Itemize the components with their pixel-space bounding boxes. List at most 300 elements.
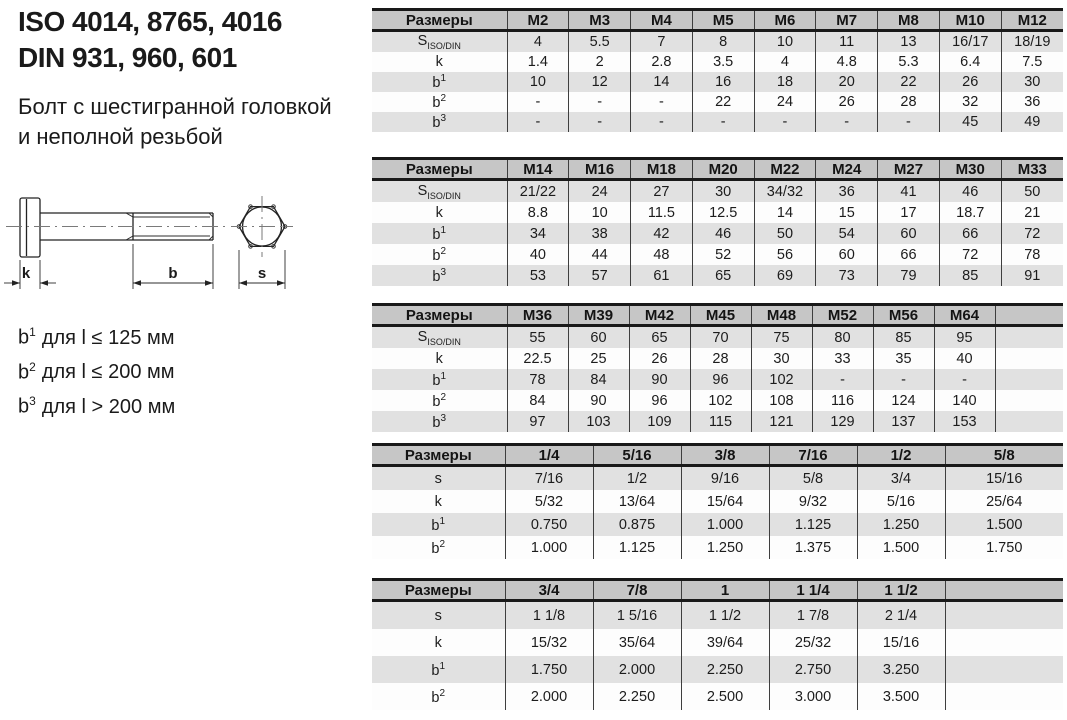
dimension-cell: 13/64 [593,490,681,513]
size-column-header: M18 [631,159,693,180]
thread-length-notes [18,318,175,422]
note-b3 [18,387,175,422]
dimension-cell: 9/16 [681,466,769,491]
dimension-cell: 1 1/8 [505,601,593,630]
dimension-cell [945,683,1063,710]
table-row [372,265,1063,286]
dimension-cell: 1 5/16 [593,601,681,630]
dimension-cell: - [934,369,995,390]
dimension-cell: 1.000 [681,513,769,536]
dimension-cell: 96 [690,369,751,390]
size-column-header: M16 [569,159,631,180]
dimension-cell: - [631,92,693,112]
dimension-cell: 60 [878,223,940,244]
dimension-cell: 18.7 [939,202,1001,223]
table-row [372,112,1063,132]
dimension-cell: 79 [878,265,940,286]
size-column-header: M7 [816,10,878,31]
dimension-cell: 4 [507,31,569,53]
dimension-cell: 1.250 [681,536,769,559]
dimension-cell: 24 [754,92,816,112]
dimension-cell: 0.875 [593,513,681,536]
dimension-cell: 103 [568,411,629,432]
dimension-cell: 108 [751,390,812,411]
table-row [372,513,1063,536]
dimension-cell: - [816,112,878,132]
dimension-cell: 12.5 [692,202,754,223]
row-label: $b^1$ [372,656,505,683]
dimension-cell: 40 [934,348,995,369]
dimension-cell: 2.8 [631,52,693,72]
size-column-header: M6 [754,10,816,31]
size-column-header [945,580,1063,601]
dimension-cell: 32 [939,92,1001,112]
dimension-cell: 8.8 [507,202,569,223]
dimension-cell: 56 [754,244,816,265]
table-row [372,490,1063,513]
size-column-header: 1 [681,580,769,601]
dimension-cell: 10 [754,31,816,53]
dimension-cell: - [569,112,631,132]
product-description-line2: и неполной резьбой [18,124,223,149]
dimension-cell: 1.500 [945,513,1063,536]
dimension-cell: 60 [816,244,878,265]
dimension-cell: - [507,92,569,112]
size-column-header: M52 [812,305,873,326]
note-b2-text: для l ≤ 200 мм [41,361,175,384]
dimension-cell [945,629,1063,656]
dimension-table-metric-m36-m64 [372,303,1063,432]
dimension-cell: 66 [939,223,1001,244]
dimension-b-label: b [168,265,178,282]
dimension-cell: 39/64 [681,629,769,656]
dimension-cell: 1.250 [857,513,945,536]
dimension-cell: 36 [816,180,878,203]
dimension-cell: 97 [507,411,568,432]
size-column-header: 5/8 [945,445,1063,466]
table-header-row [372,159,1063,180]
row-label: $b^1$ [372,369,507,390]
note-b1-symbol: b [18,326,30,349]
note-b1-sup: 1 [29,325,36,339]
table-row [372,536,1063,559]
row-label: $b^3$ [372,411,507,432]
dimension-cell: 15/32 [505,629,593,656]
dimension-cell: 0.750 [505,513,593,536]
size-column-header: M42 [629,305,690,326]
dimension-cell: 70 [690,326,751,349]
table-header-row [372,305,1063,326]
dimension-cell: 9/32 [769,490,857,513]
dimension-cell: 90 [568,390,629,411]
row-label: $b^1$ [372,72,507,92]
row-label: k [372,629,505,656]
row-label: $S_{ISO/DIN}$ [372,180,507,203]
dimension-cell: 72 [939,244,1001,265]
dimension-cell: 10 [507,72,569,92]
product-description-line1: Болт с шестигранной головкой [18,94,332,119]
dimension-cell: 16 [692,72,754,92]
row-label: $b^2$ [372,92,507,112]
dimension-cell: 1.125 [593,536,681,559]
note-b1-text: для l ≤ 125 мм [41,326,175,349]
size-column-header: 1 1/2 [857,580,945,601]
dimension-cell: 1.125 [769,513,857,536]
dimension-cell: 40 [507,244,569,265]
dimension-cell: 85 [939,265,1001,286]
dimension-cell: 46 [692,223,754,244]
size-column-header: M14 [507,159,569,180]
dimension-cell: 3.250 [857,656,945,683]
dimension-cell: 11.5 [631,202,693,223]
note-b1 [18,318,175,353]
dimension-cell: 28 [690,348,751,369]
table-header-row [372,580,1063,601]
dimension-cell: 75 [751,326,812,349]
dimension-cell: 25/64 [945,490,1063,513]
dimension-table-metric-m14-m33 [372,157,1063,286]
table-row [372,411,1063,432]
table-row [372,180,1063,203]
dimension-cell: 5/8 [769,466,857,491]
row-label: k [372,490,505,513]
dimension-cell: - [507,112,569,132]
dimension-cell: 30 [692,180,754,203]
size-column-header: M39 [568,305,629,326]
row-label: $b^2$ [372,683,505,710]
dimension-cell: 2.250 [593,683,681,710]
dimension-cell: 7 [631,31,693,53]
size-column-header: 1/4 [505,445,593,466]
dimension-cell: 52 [692,244,754,265]
dimension-cell: 8 [692,31,754,53]
dimension-cell: 20 [816,72,878,92]
table-row [372,629,1063,656]
size-column-header: M10 [939,10,1001,31]
dimension-cell: 12 [569,72,631,92]
row-label: k [372,348,507,369]
dimension-cell: 14 [631,72,693,92]
sizes-header-cell: Размеры [372,159,507,180]
dimension-table-metric-m2-m12 [372,8,1063,132]
dimension-cell: 10 [569,202,631,223]
dimension-cell: 53 [507,265,569,286]
size-column-header: M3 [569,10,631,31]
table-row [372,369,1063,390]
dimension-cell: 137 [873,411,934,432]
dimension-cell [995,369,1063,390]
size-column-header: M36 [507,305,568,326]
dimension-cell: 41 [878,180,940,203]
dimension-cell [945,601,1063,630]
dimension-cell: 4.8 [816,52,878,72]
dimension-cell: 44 [569,244,631,265]
dimension-cell: 2 [569,52,631,72]
row-label: $b^3$ [372,265,507,286]
dimension-cell: - [631,112,693,132]
size-column-header: M48 [751,305,812,326]
note-b2-symbol: b [18,361,30,384]
dimension-cell: 5.5 [569,31,631,53]
dimension-cell: 35/64 [593,629,681,656]
size-column-header: M22 [754,159,816,180]
product-description [18,92,332,152]
table-row [372,202,1063,223]
dimension-cell: 2 1/4 [857,601,945,630]
size-column-header: 5/16 [593,445,681,466]
note-b3-symbol: b [18,395,30,418]
size-column-header: M33 [1001,159,1063,180]
dimension-cell: 96 [629,390,690,411]
row-label: $S_{ISO/DIN}$ [372,31,507,53]
table-row [372,31,1063,53]
row-label: s [372,601,505,630]
sizes-header-cell: Размеры [372,580,505,601]
dimension-cell: 5/32 [505,490,593,513]
dimension-cell [945,656,1063,683]
size-column-header: M30 [939,159,1001,180]
dimension-cell: 69 [754,265,816,286]
dimension-cell: 15/16 [945,466,1063,491]
size-column-header: M5 [692,10,754,31]
dimension-cell: 1 7/8 [769,601,857,630]
dimension-cell: 109 [629,411,690,432]
size-column-header: 3/4 [505,580,593,601]
dimension-k [4,260,56,289]
dimension-cell: 1.750 [945,536,1063,559]
row-label: s [372,466,505,491]
table-row [372,72,1063,92]
dimension-cell: 49 [1001,112,1063,132]
dimension-cell: 24 [569,180,631,203]
dimension-cell: 38 [569,223,631,244]
dimension-cell: 34/32 [754,180,816,203]
size-column-header: M64 [934,305,995,326]
dimension-cell: 102 [751,369,812,390]
dimension-cell: 7/16 [505,466,593,491]
dimension-cell: 95 [934,326,995,349]
dimension-cell: 50 [754,223,816,244]
sizes-header-cell: Размеры [372,10,507,31]
dimension-cell: - [569,92,631,112]
size-column-header: M20 [692,159,754,180]
size-column-header: 1/2 [857,445,945,466]
dimension-cell: - [873,369,934,390]
dimension-cell: 27 [631,180,693,203]
size-column-header: M2 [507,10,569,31]
dimension-cell [995,390,1063,411]
dimension-cell: 30 [1001,72,1063,92]
row-label: $b^2$ [372,390,507,411]
dimension-cell: 72 [1001,223,1063,244]
dimension-cell: 54 [816,223,878,244]
dimension-cell: 115 [690,411,751,432]
dimension-cell: 35 [873,348,934,369]
dimension-cell: 121 [751,411,812,432]
iso-standards-title: ISO 4014, 8765, 4016 [18,6,282,37]
dimension-cell: 2.500 [681,683,769,710]
table-row [372,348,1063,369]
dimension-cell: 57 [569,265,631,286]
dimension-cell: 1.500 [857,536,945,559]
dimension-cell: 11 [816,31,878,53]
dimension-cell: 5/16 [857,490,945,513]
sizes-header-cell: Размеры [372,305,507,326]
row-label: $b^1$ [372,513,505,536]
dimension-cell: 65 [629,326,690,349]
dimension-cell: - [812,369,873,390]
dimension-cell: 16/17 [939,31,1001,53]
dimension-cell [995,326,1063,349]
dimension-table-inch-small [372,443,1063,559]
table-row [372,656,1063,683]
size-column-header: M24 [816,159,878,180]
dimension-cell: 6.4 [939,52,1001,72]
dimension-cell: 45 [939,112,1001,132]
dimension-cell: 84 [507,390,568,411]
note-b3-sup: 3 [29,394,36,409]
size-column-header: 1 1/4 [769,580,857,601]
row-label: $b^2$ [372,536,505,559]
note-b3-text: для l > 200 мм [41,395,176,418]
table-row [372,223,1063,244]
dimension-cell: 28 [878,92,940,112]
dimension-cell: 17 [878,202,940,223]
dimension-cell: 55 [507,326,568,349]
dimension-cell: 46 [939,180,1001,203]
note-b2 [18,353,175,388]
dimension-cell: 30 [751,348,812,369]
dimension-cell: 66 [878,244,940,265]
dimension-cell: 2.000 [593,656,681,683]
size-column-header: M12 [1001,10,1063,31]
dimension-cell: 22.5 [507,348,568,369]
dimension-cell: 50 [1001,180,1063,203]
dimension-cell: 91 [1001,265,1063,286]
dimension-cell: 1.000 [505,536,593,559]
size-column-header: M56 [873,305,934,326]
dimension-cell: 26 [939,72,1001,92]
table-header-row [372,445,1063,466]
dimension-cell: 61 [631,265,693,286]
table-row [372,601,1063,630]
dimension-s-label: s [257,265,267,282]
row-label: $b^1$ [372,223,507,244]
row-label: k [372,202,507,223]
table-row [372,52,1063,72]
dimension-cell: 80 [812,326,873,349]
bolt-technical-drawing [0,172,360,322]
table-row [372,466,1063,491]
dimension-cell: 15/64 [681,490,769,513]
standards-title-block [18,4,282,76]
dimension-cell: 1.375 [769,536,857,559]
dimension-cell: 25/32 [769,629,857,656]
size-column-header: M4 [631,10,693,31]
table-header-row [372,10,1063,31]
dimension-cell: 85 [873,326,934,349]
dimension-cell: 60 [568,326,629,349]
dimension-cell: 116 [812,390,873,411]
dimension-k-label: k [21,265,31,282]
dimension-cell: 33 [812,348,873,369]
dimension-cell: 2.000 [505,683,593,710]
bolt-side-view [6,198,230,257]
size-column-header: 7/16 [769,445,857,466]
dimension-cell: 34 [507,223,569,244]
size-column-header: 7/8 [593,580,681,601]
dimension-cell: 36 [1001,92,1063,112]
dimension-cell: 78 [1001,244,1063,265]
dimension-cell: - [754,112,816,132]
size-column-header: M8 [878,10,940,31]
dimension-table-inch-large [372,578,1063,710]
dimension-cell: 1/2 [593,466,681,491]
dimension-cell: 5.3 [878,52,940,72]
dimension-cell [995,411,1063,432]
din-standards-title: DIN 931, 960, 601 [18,42,237,73]
dimension-cell: - [878,112,940,132]
dimension-cell: 3.000 [769,683,857,710]
dimension-cell: 3/4 [857,466,945,491]
dimension-cell: 22 [692,92,754,112]
table-row [372,326,1063,349]
dimension-cell: 7.5 [1001,52,1063,72]
dimension-cell: 15/16 [857,629,945,656]
dimension-cell: 21/22 [507,180,569,203]
dimension-cell: 15 [816,202,878,223]
dimension-cell: 102 [690,390,751,411]
sizes-header-cell: Размеры [372,445,505,466]
dimension-cell: 18 [754,72,816,92]
dimension-cell [995,348,1063,369]
size-column-header [995,305,1063,326]
dimension-cell: 2.750 [769,656,857,683]
table-row [372,683,1063,710]
dimension-cell: 84 [568,369,629,390]
dimension-cell: 73 [816,265,878,286]
dimension-cell: 140 [934,390,995,411]
row-label: $b^2$ [372,244,507,265]
dimension-cell: 26 [629,348,690,369]
dimension-cell: 65 [692,265,754,286]
dimension-cell: 21 [1001,202,1063,223]
table-row [372,244,1063,265]
dimension-cell: 3.5 [692,52,754,72]
dimension-cell: 25 [568,348,629,369]
dimension-cell: 18/19 [1001,31,1063,53]
table-row [372,92,1063,112]
dimension-cell: 124 [873,390,934,411]
row-label: k [372,52,507,72]
dimension-cell: 42 [631,223,693,244]
table-row [372,390,1063,411]
size-column-header: 3/8 [681,445,769,466]
size-column-header: M45 [690,305,751,326]
dimension-cell: 22 [878,72,940,92]
dimension-cell: 4 [754,52,816,72]
note-b2-sup: 2 [29,359,36,374]
dimension-cell: 1.4 [507,52,569,72]
dimension-cell: 26 [816,92,878,112]
dimension-cell: 78 [507,369,568,390]
dimension-cell: 1 1/2 [681,601,769,630]
dimension-cell: 13 [878,31,940,53]
dimension-cell: 153 [934,411,995,432]
row-label: $b^3$ [372,112,507,132]
dimension-cell: 3.500 [857,683,945,710]
dimension-cell: 14 [754,202,816,223]
